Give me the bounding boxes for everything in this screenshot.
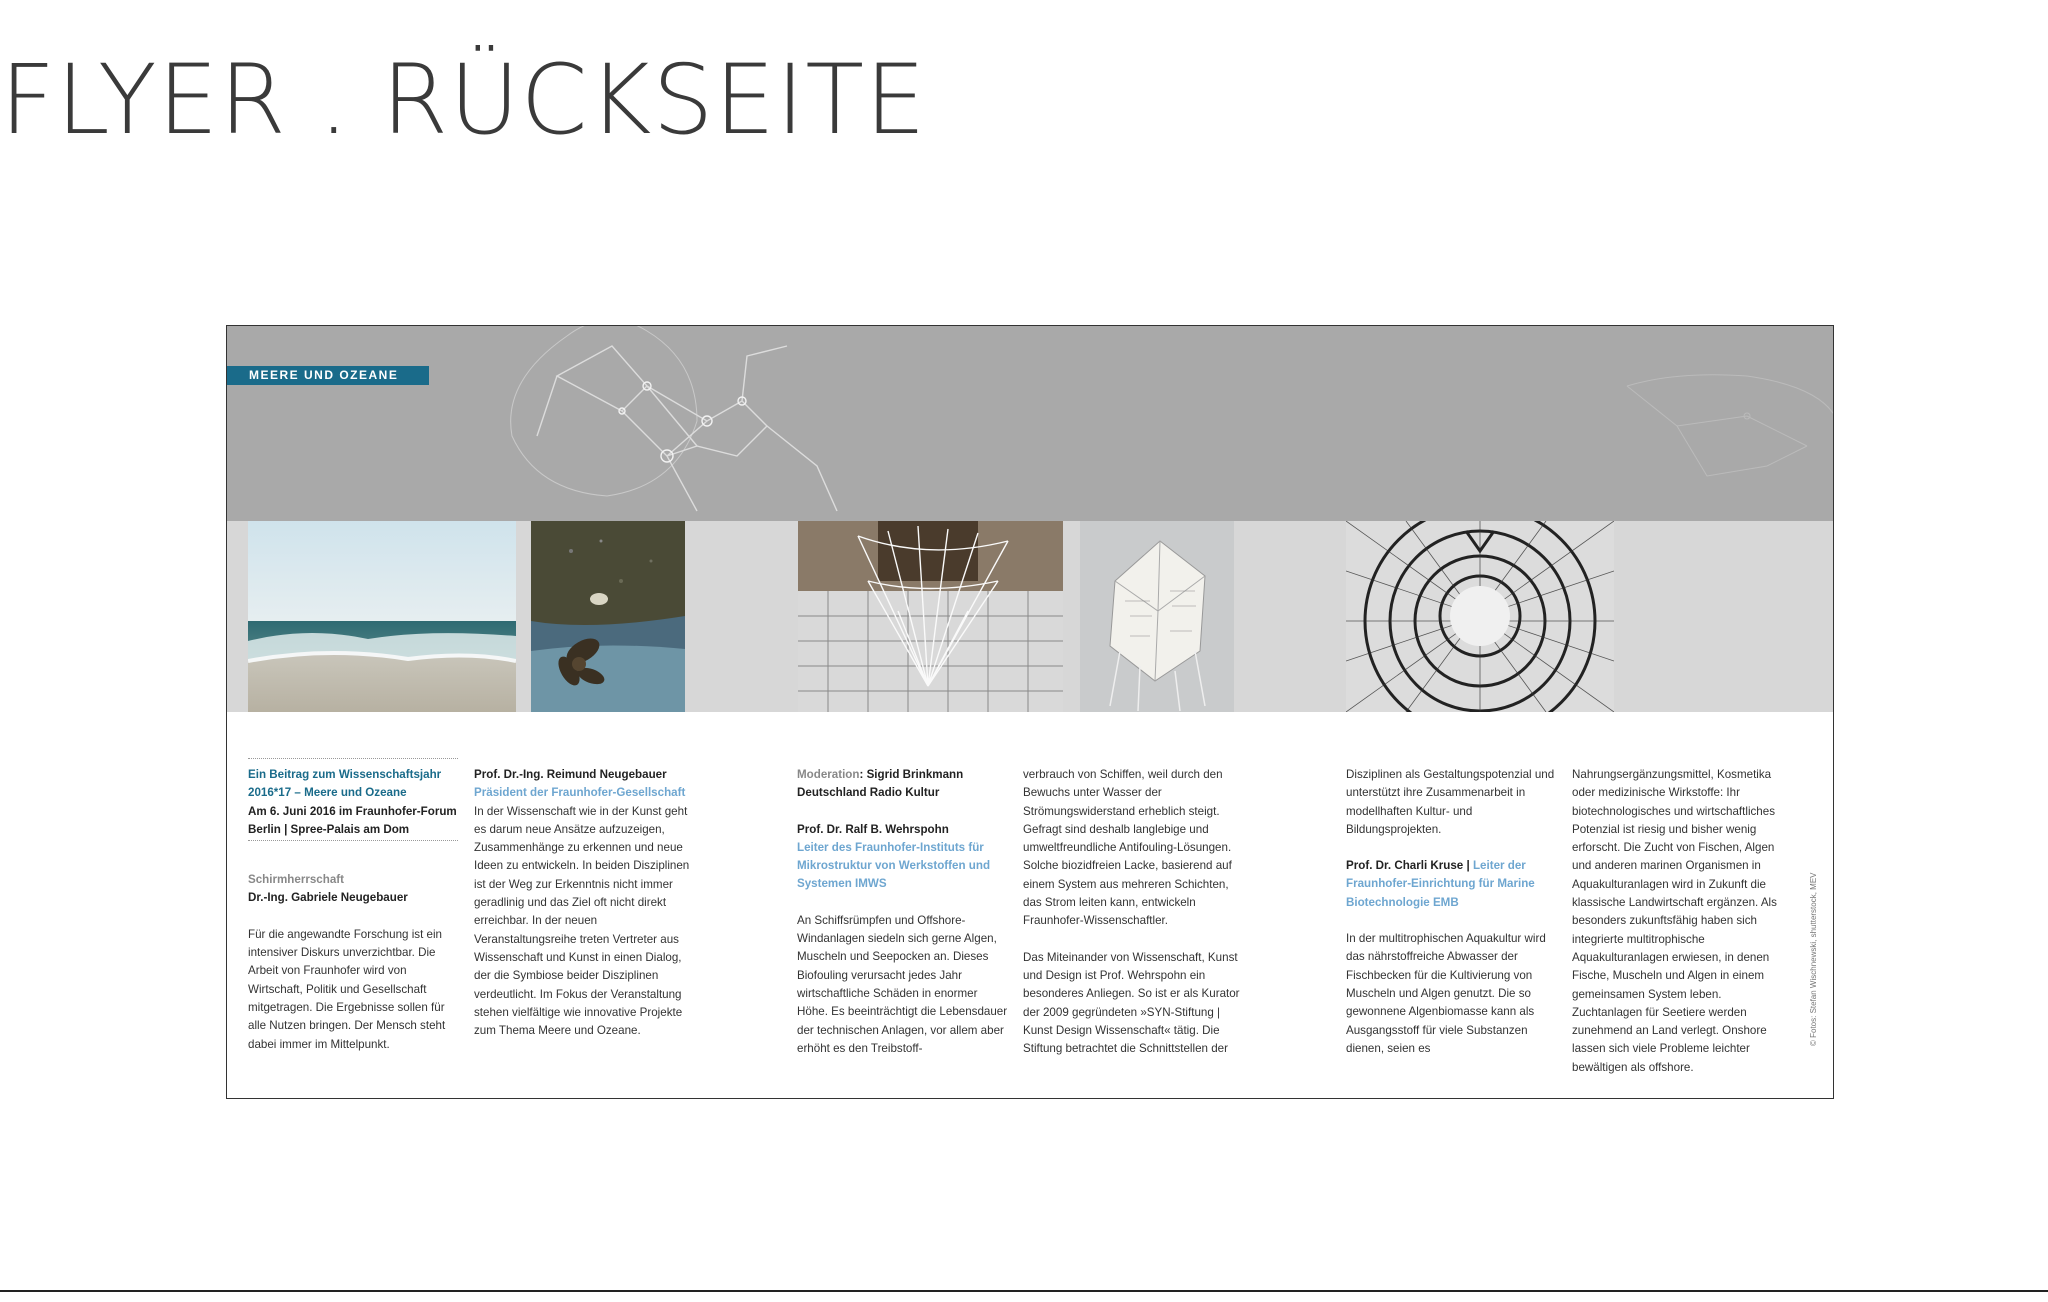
speaker-role: Leiter des Fraunhofer-Instituts für Mikrostruktur von Werkstoffen und Systemen IMWS (797, 840, 991, 891)
speaker-separator: | (1463, 859, 1473, 873)
section-tag: MEERE UND OZEANE (227, 366, 429, 385)
event-date: Am 6. Juni 2016 im Fraunhofer-Forum Berlin | Spree-Palais am Dom (248, 804, 457, 836)
patron-name: Dr.-Ing. Gabriele Neugebauer (248, 891, 408, 905)
continued-text-column (1023, 766, 1241, 1058)
speaker-name: Prof. Dr. Charli Kruse (1346, 859, 1464, 873)
intro-column (248, 758, 458, 1054)
string-net-sculpture-photo (798, 521, 1063, 712)
bottom-rule (0, 1290, 2048, 1292)
ocean-wave-photo (248, 521, 516, 712)
body-text: Disziplinen als Gestaltungspotenzial und unterstützt ihre Zusammenarbeit in modellhaften Kultur- und Bildungsprojekten. (1346, 768, 1555, 836)
moderation-org: Deutschland Radio Kultur (797, 786, 940, 800)
flyer-back-page (226, 325, 1834, 1099)
body-text: verbrauch von Schiffen, weil durch den Bewuchs unter Wasser der Strömungswiderstand erheblich steigt. Gefragt sind deshalb langlebige und umweltfreundliche Antifouling-Lösungen. Solche biozidfreien Lacke, basierend auf einem System aus mehreren Schichten, das Strom leiten kann, entwickeln Fraunhofer-Wissenschaftler. (1023, 768, 1232, 928)
fishing-net-photo (1346, 521, 1614, 712)
body-text: An Schiffsrümpfen und Offshore-Windanlagen siedeln sich gerne Algen, Muscheln und Seepocken an. Dieses Biofouling verursacht jedes Jahr wirtschaftliche Schäden in enormer Höhe. Es beeinträchtigt die Lebensdauer der technischen Anlagen, vor allem aber erhöht es den Treibstoff- (797, 913, 1008, 1055)
page-title: FLYER . RÜCKSEITE (0, 44, 927, 156)
moderation-name: : Sigrid Brinkmann (859, 768, 964, 781)
intro-body-text: Für die angewandte Forschung ist ein intensiver Diskurs unverzichtbar. Die Arbeit von Fraunhofer wird von Wirtschaft, Politik und Gesellschaft mitgetragen. Die Ergebnisse sollen für alle Nutzen bringen. Der Mensch steht dabei immer im Mittelpunkt. (248, 927, 446, 1051)
ship-hull-propeller-photo (531, 521, 685, 712)
aquaculture-text-column (1572, 766, 1792, 1077)
patron-label: Schirmherrschaft (248, 873, 345, 887)
photo-credit: © Fotos: Stefan Wischnewski, shutterstock, MEV (1809, 872, 1818, 1046)
paper-sculpture-photo (1080, 521, 1234, 712)
moderation-label: Moderation (797, 768, 860, 781)
body-text-2: In der multitrophischen Aquakultur wird das nährstoffreiche Abwasser der Fischbecken für die Kultivierung von Muscheln und Algen genutzt. Die so gewonnene Algenbiomasse kann als Ausgangsstoff für viele Substanzen dienen, seien es (1346, 932, 1546, 1055)
speaker-column-wehrspohn (797, 766, 1009, 1058)
speaker-role: Leiter der Fraunhofer-Einrichtung für Marine Biotechnologie EMB (1346, 859, 1535, 909)
event-title: Ein Beitrag zum Wissenschaftsjahr 2016*17 – Meere und Ozeane (248, 768, 442, 800)
body-text-2: Das Miteinander von Wissenschaft, Kunst und Design ist Prof. Wehrspohn ein besonderes Anliegen. So ist er als Kurator der 2009 gegründeten »SYN-Stiftung | Kunst Design Wissenschaft« tätig. Die Stiftung betrachtet die Schnittstellen der (1023, 950, 1240, 1056)
speaker-name: Prof. Dr.-Ing. Reimund Neugebauer (474, 768, 667, 781)
speaker-name: Prof. Dr. Ralf B. Wehrspohn (797, 822, 949, 836)
speaker-role: Präsident der Fraunhofer-Gesellschaft (474, 786, 686, 800)
body-text: In der Wissenschaft wie in der Kunst geht es darum neue Ansätze aufzuzeigen, Zusammenhänge zu erkennen und neue Ideen zu entwickeln. In beiden Disziplinen ist der Weg zur Erkenntnis nicht immer geradlinig und das Ziel oft nicht direkt erreichbar. In der neuen Veranstaltungsreihe treten Vertreter aus Wissenschaft und Kunst in einen Dialog, der die Symbiose beider Disziplinen verdeutlicht. Im Fokus der Veranstaltung stehen vielfältige wie innovative Projekte zum Thema Meere und Ozeane. (474, 804, 690, 1038)
speaker-column-kruse (1346, 766, 1562, 1058)
speaker-column-neugebauer (474, 766, 692, 1040)
body-text: Nahrungsergänzungsmittel, Kosmetika oder medizinische Wirkstoffe: Ihr biotechnologisches und wirtschaftliches Potenzial ist riesig und bisher wenig erforscht. Die Zucht von Fischen, Algen und anderen marinen Organismen in Aquakulturanlagen wird in Zukunft die klassische Landwirtschaft ergänzen. Als besonders zukunftsfähig haben sich integrierte multitrophische Aquakulturanlagen erwiesen, in denen Fische, Muscheln und Algen in einem gemeinsamen System leben. Zuchtanlagen für Seetiere werden zunehmend an Land verlegt. Onshore lassen sich viele Probleme leichter bewältigen als offshore. (1572, 768, 1777, 1074)
